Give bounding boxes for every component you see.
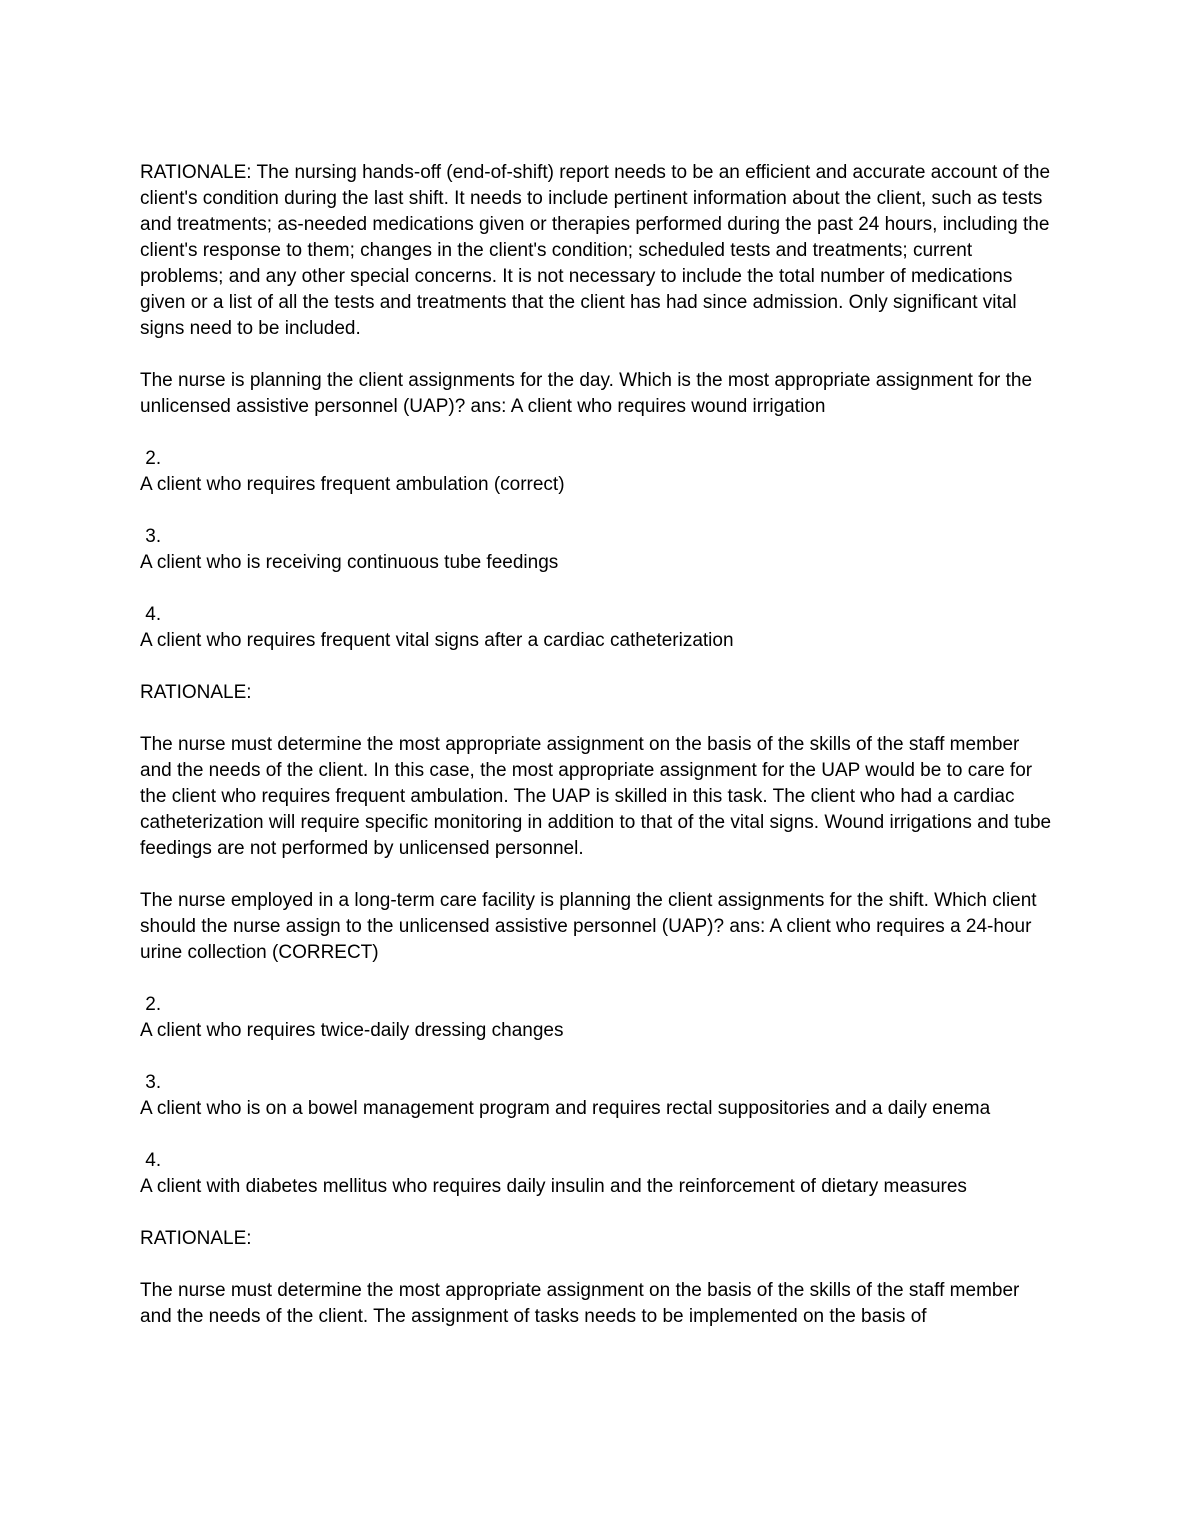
- answer-option: [140, 446, 1056, 498]
- option-number: 2.: [140, 448, 162, 469]
- answer-option: [140, 602, 1056, 654]
- option-text: A client who requires frequent ambulation (correct): [140, 474, 565, 495]
- option-number: 3.: [140, 1072, 162, 1093]
- rationale-paragraph: RATIONALE: The nursing hands-off (end-of-shift) report needs to be an efficient and accurate account of the client's condition during the last shift. It needs to include pertinent information about the client, such as tests and treatments; as-needed medications given or therapies performed during the past 24 hours, including the client's response to them; changes in the client's condition; scheduled tests and treatments; current problems; and any other special concerns. It is not necessary to include the total number of medications given or a list of all the tests and treatments that the client has had since admission. Only significant vital signs need to be included.: [140, 162, 1056, 339]
- question-paragraph: The nurse is planning the client assignments for the day. Which is the most appropriate assignment for the unlicensed assistive personnel (UAP)? ans: A client who requires wound irrigation: [140, 370, 1038, 417]
- answer-option: [140, 524, 1056, 576]
- rationale-heading: RATIONALE:: [140, 682, 252, 703]
- option-text: A client who is receiving continuous tube feedings: [140, 552, 559, 573]
- document-text-content: [140, 160, 1056, 1330]
- option-number: 2.: [140, 994, 162, 1015]
- option-number: 4.: [140, 604, 162, 625]
- answer-option: [140, 992, 1056, 1044]
- answer-option: [140, 1148, 1056, 1200]
- option-text: A client with diabetes mellitus who requires daily insulin and the reinforcement of dietary measures: [140, 1176, 967, 1197]
- answer-option: [140, 1070, 1056, 1122]
- question-paragraph: The nurse employed in a long-term care facility is planning the client assignments for the shift. Which client should the nurse assign to the unlicensed assistive personnel (UAP)? ans: A client who requires a 24-hour urine collection (CORRECT): [140, 890, 1042, 963]
- option-text: A client who requires frequent vital signs after a cardiac catheterization: [140, 630, 734, 651]
- option-text: A client who requires twice-daily dressing changes: [140, 1020, 564, 1041]
- rationale-paragraph: The nurse must determine the most appropriate assignment on the basis of the skills of the staff member and the needs of the client. In this case, the most appropriate assignment for the UAP would be to care for the client who requires frequent ambulation. The UAP is skilled in this task. The client who had a cardiac catheterization will require specific monitoring in addition to that of the vital signs. Wound irrigations and tube feedings are not performed by unlicensed personnel.: [140, 734, 1057, 859]
- rationale-heading: RATIONALE:: [140, 1228, 252, 1249]
- rationale-paragraph: The nurse must determine the most appropriate assignment on the basis of the skills of the staff member and the needs of the client. The assignment of tasks needs to be implemented on the basis of: [140, 1280, 1025, 1327]
- option-text: A client who is on a bowel management program and requires rectal suppositories and a daily enema: [140, 1098, 991, 1119]
- option-number: 4.: [140, 1150, 162, 1171]
- option-number: 3.: [140, 526, 162, 547]
